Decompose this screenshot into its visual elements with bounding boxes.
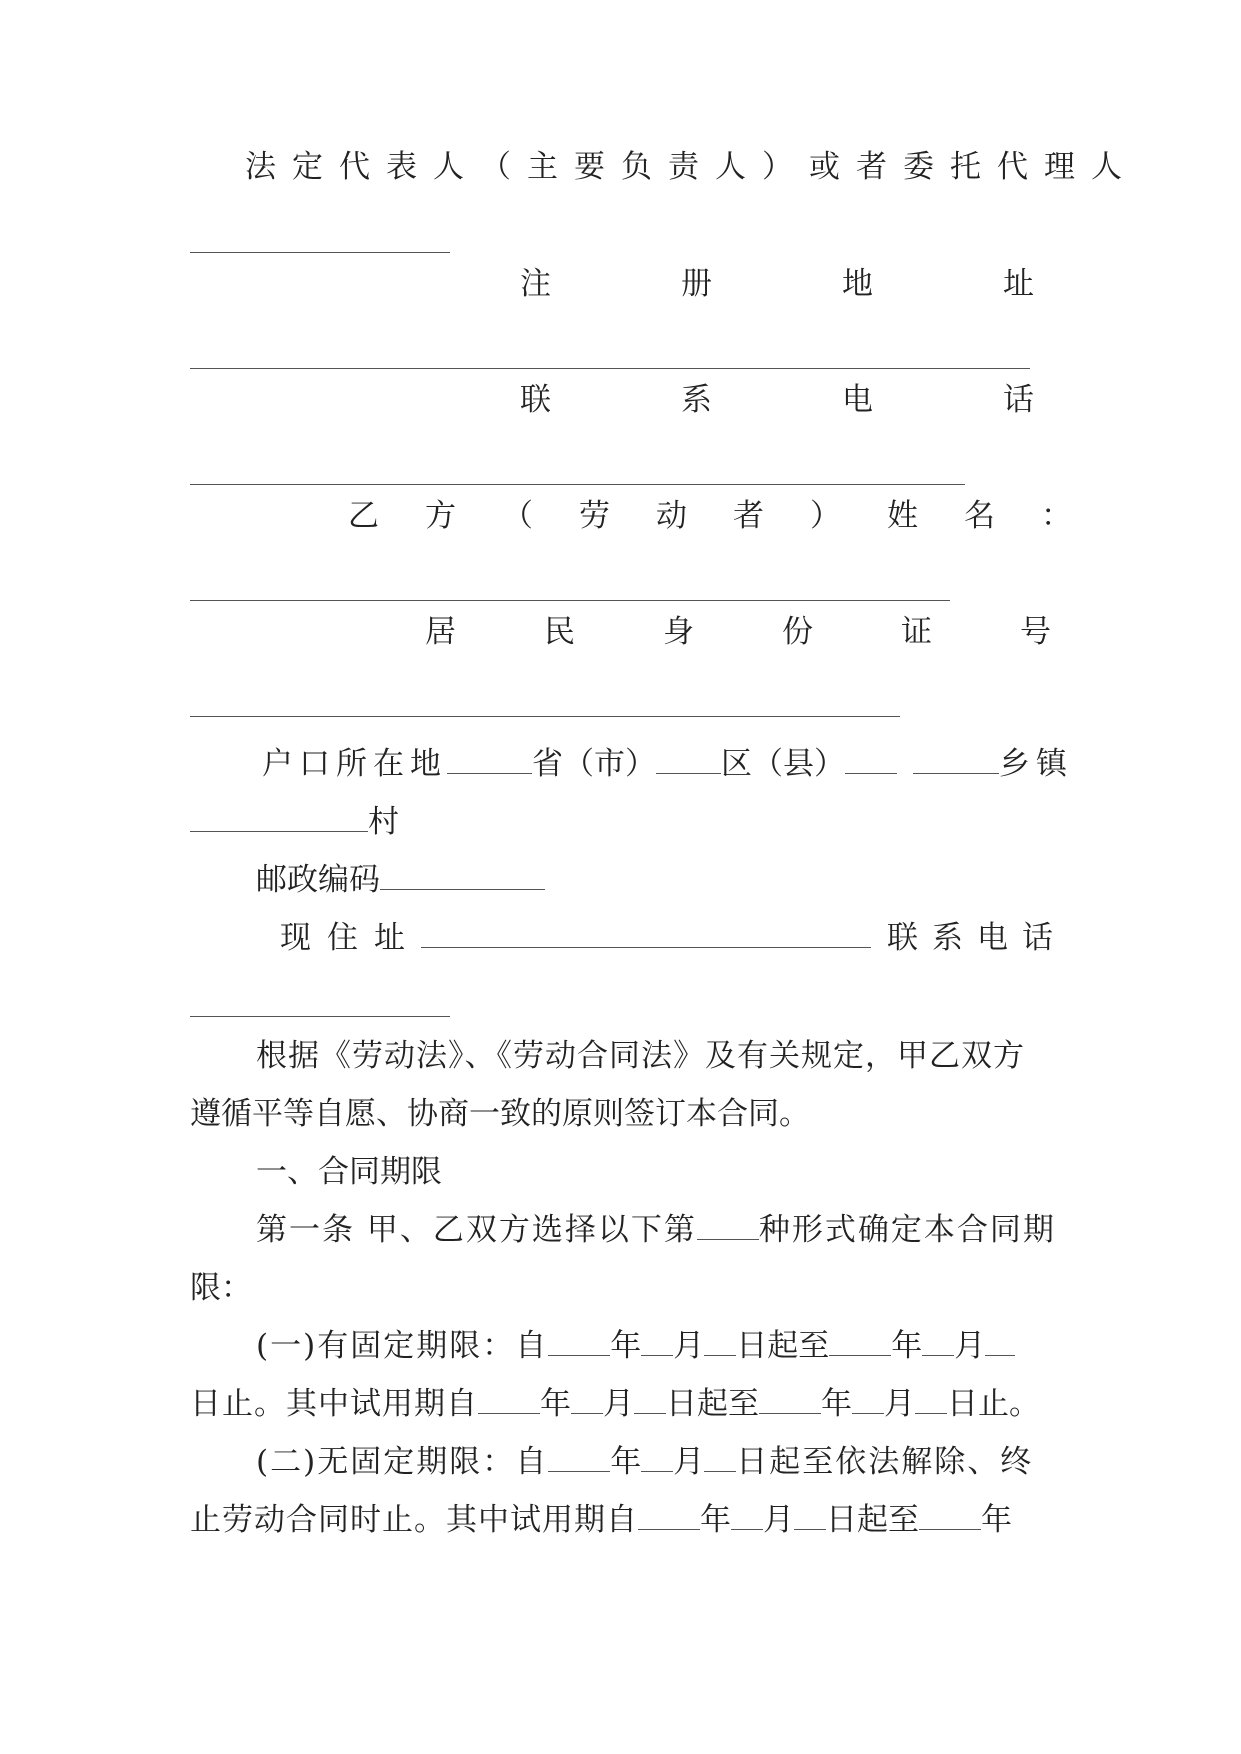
registered-address-blank (190, 368, 1030, 369)
open-probation-end-year-blank (919, 1499, 981, 1530)
current-address-blank (421, 917, 871, 948)
month-label: 月 (763, 1502, 794, 1538)
day-from-label: 日起至 (826, 1502, 919, 1538)
village-line (190, 800, 1050, 844)
end-year-blank (829, 1325, 891, 1356)
term-type-blank (697, 1209, 759, 1240)
preamble-line2: 遵循平等自愿、协商一致的原则签订本合同。 (190, 1096, 810, 1132)
year-label: 年 (891, 1328, 923, 1364)
year-label: 年 (981, 1502, 1012, 1538)
contact-phone-blank (190, 484, 965, 485)
open-start-month-blank (641, 1441, 673, 1472)
current-phone-blank (190, 1016, 450, 1017)
month-label: 月 (673, 1444, 705, 1480)
article1-line1 (256, 1208, 1056, 1252)
fixed-term-line1 (256, 1324, 1052, 1368)
open-term-rest: 日起至依法解除、终 (736, 1444, 1034, 1480)
year-label: 年 (821, 1386, 852, 1422)
party-b-name-blank (190, 600, 950, 601)
probation-start-month-blank (571, 1383, 603, 1414)
open-start-day-blank (704, 1441, 736, 1472)
id-number-blank (190, 716, 900, 717)
open-probation-start-year-blank (638, 1499, 700, 1530)
town-label: 乡镇 (999, 746, 1073, 782)
town-blank (913, 743, 999, 774)
district-blank (656, 743, 721, 774)
open-term-line2-text: 止劳动合同时止。其中试用期自 (190, 1502, 638, 1538)
district-label: 区（县） (721, 746, 845, 782)
probation-end-month-blank (852, 1383, 884, 1414)
contact-phone-label: 联系电话 (520, 382, 1164, 418)
start-year-blank (548, 1325, 610, 1356)
registered-address-label: 注册地址 (520, 266, 1164, 302)
end-day-blank (985, 1325, 1015, 1356)
open-probation-start-month-blank (731, 1499, 763, 1530)
open-term-line2 (190, 1498, 1050, 1542)
year-label: 年 (540, 1386, 571, 1422)
month-label: 月 (954, 1328, 986, 1364)
year-label: 年 (610, 1444, 642, 1480)
current-address-label: 现住址 (280, 920, 421, 956)
legal-representative-blank (190, 252, 450, 253)
year-label: 年 (700, 1502, 731, 1538)
legal-representative-text: 法定代表人（主要负责人）或者委托代理人 (245, 149, 1138, 185)
month-label: 月 (603, 1386, 634, 1422)
probation-label: 日止。其中试用期自 (190, 1386, 478, 1422)
section-title-contract-term: 一、合同期限 (256, 1154, 442, 1190)
open-start-year-blank (548, 1441, 610, 1472)
probation-start-day-blank (634, 1383, 666, 1414)
fixed-term-line2 (190, 1382, 1052, 1426)
hukou-line (262, 742, 1073, 786)
postcode-blank (380, 859, 545, 890)
article1-text-a: 第一条 甲、乙双方选择以下第 (256, 1212, 697, 1248)
county-blank (845, 743, 897, 774)
open-term-line1 (256, 1440, 1052, 1484)
hukou-label: 户口所在地 (262, 746, 447, 782)
current-phone-label: 联系电话 (887, 920, 1067, 956)
current-address-line (280, 916, 1067, 960)
day-from-label: 日起至 (666, 1386, 759, 1422)
start-day-blank (704, 1325, 736, 1356)
open-term-prefix: (二)无固定期限：自 (256, 1444, 549, 1480)
stop-label: 日止。 (947, 1386, 1040, 1422)
open-probation-start-day-blank (794, 1499, 826, 1530)
probation-end-day-blank (915, 1383, 947, 1414)
preamble-line1: 根据《劳动法》、《劳动合同法》及有关规定，甲乙双方 (256, 1038, 1025, 1074)
party-b-name-label: 乙方（劳动者）姓名： (348, 498, 1118, 534)
article1-text-b: 种形式确定本合同期 (758, 1212, 1056, 1248)
day-from-label: 日起至 (736, 1328, 830, 1364)
village-blank (190, 801, 368, 832)
year-label: 年 (610, 1328, 642, 1364)
fixed-term-prefix: (一)有固定期限：自 (256, 1328, 549, 1364)
month-label: 月 (884, 1386, 915, 1422)
postcode-label: 邮政编码 (256, 862, 380, 898)
village-label: 村 (368, 804, 399, 840)
probation-end-year-blank (759, 1383, 821, 1414)
province-blank (447, 743, 532, 774)
article1-line2: 限： (190, 1270, 252, 1306)
id-number-label: 居民身份证号 (425, 614, 1139, 650)
postcode-line (256, 858, 1116, 902)
month-label: 月 (673, 1328, 705, 1364)
probation-start-year-blank (478, 1383, 540, 1414)
start-month-blank (641, 1325, 673, 1356)
legal-representative-label (245, 145, 1138, 189)
province-label: 省（市） (532, 746, 656, 782)
end-month-blank (922, 1325, 954, 1356)
